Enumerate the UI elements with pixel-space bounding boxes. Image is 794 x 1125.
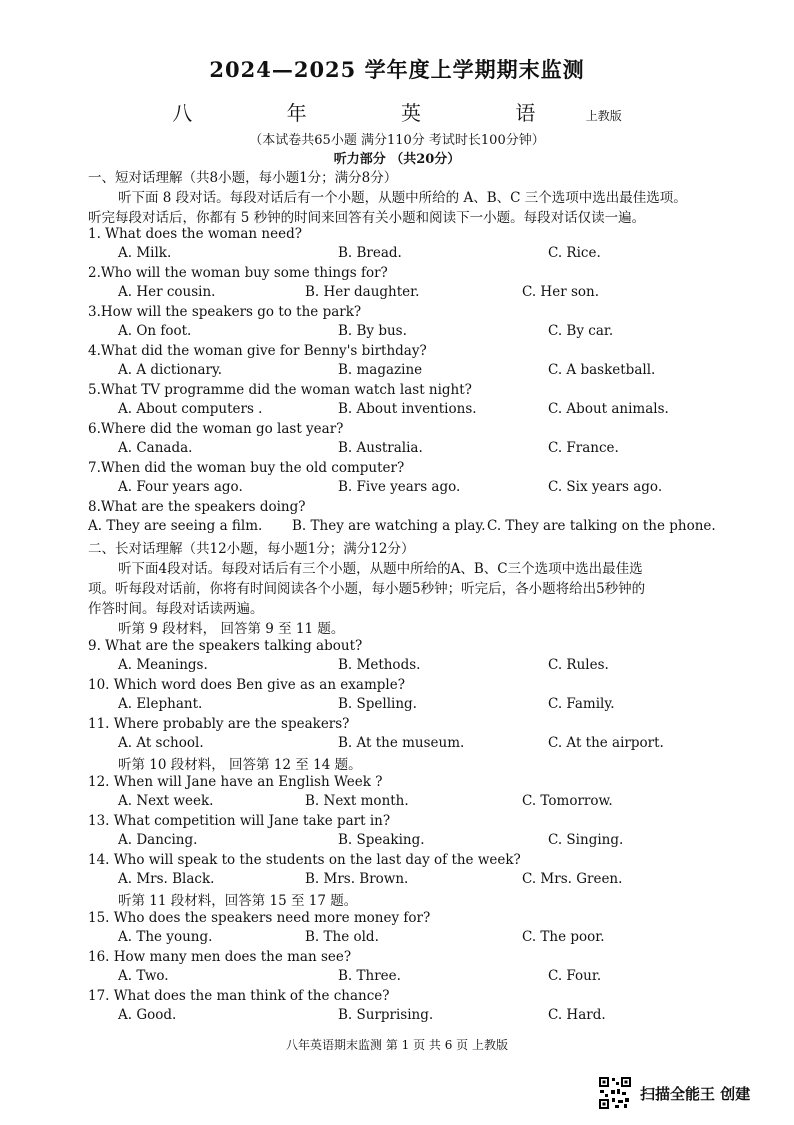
question-text: 3.How will the speakers go to the park? <box>88 304 362 320</box>
option-b: B. Three. <box>338 968 401 984</box>
option-c: C. Tomorrow. <box>522 793 613 809</box>
section2-instruction: 听下面4段对话。每段对话后有三个小题，从题中所给的A、B、C三个选项中选出最佳选 <box>118 561 643 577</box>
option-b: B. Surprising. <box>338 1007 434 1023</box>
material-group-11: 听第 11 段材料，回答第 15 至 17 题。 <box>118 893 358 909</box>
option-b: B. Five years ago. <box>338 479 461 495</box>
section1-instruction: 听完每段对话后，你都有 5 秒钟的时间来回答有关小题和阅读下一小题。每段对话仅读一遍。 <box>88 210 646 226</box>
option-b: B. The old. <box>305 929 379 945</box>
question-text: 13. What competition will Jane take part in? <box>88 813 391 829</box>
option-a: A. At school. <box>118 735 204 751</box>
exam-title: 2024—2025 学年度上学期期末监测 <box>209 57 585 82</box>
question-text: 8.What are the speakers doing? <box>88 499 306 515</box>
option-b: B. Australia. <box>338 440 423 456</box>
option-b: B. At the museum. <box>338 735 465 751</box>
option-a: A. Meanings. <box>118 657 208 673</box>
option-a: A. Good. <box>118 1007 177 1023</box>
option-c: C. France. <box>548 440 619 456</box>
option-a: A. Two. <box>118 968 169 984</box>
question-text: 1. What does the woman need? <box>88 226 302 242</box>
option-c: C. Her son. <box>522 284 599 300</box>
option-a: A. Canada. <box>118 440 193 456</box>
option-c: C. Mrs. Green. <box>522 871 623 887</box>
option-b: B. Speaking. <box>338 832 425 848</box>
option-b: B. By bus. <box>338 323 407 339</box>
option-a: A. Mrs. Black. <box>118 871 215 887</box>
question-text: 6.Where did the woman go last year? <box>88 421 344 437</box>
option-c: C. At the airport. <box>548 735 664 751</box>
option-c: C. Rules. <box>548 657 609 673</box>
textbook-version: 上教版 <box>585 109 622 123</box>
option-c: C. Singing. <box>548 832 624 848</box>
scanner-watermark: 扫描全能王 创建 <box>640 1085 751 1103</box>
section1-heading: 一、短对话理解（共8小题，每小题1分；满分8分） <box>88 170 398 186</box>
question-text: 9. What are the speakers talking about? <box>88 638 363 654</box>
option-b: B. Next month. <box>305 793 409 809</box>
option-b: B. Bread. <box>338 245 402 261</box>
option-b: B. About inventions. <box>338 401 477 417</box>
page-footer: 八年英语期末监测 第 1 页 共 6 页 上教版 <box>286 1038 508 1052</box>
material-group-10: 听第 10 段材料， 回答第 12 至 14 题。 <box>118 757 362 773</box>
option-a: A. About computers . <box>118 401 263 417</box>
section2-heading: 二、长对话理解（共12小题，每小题1分；满分12分） <box>88 541 415 557</box>
question-text: 4.What did the woman give for Benny's birthday? <box>88 343 427 359</box>
question-text: 17. What does the man think of the chance? <box>88 988 390 1004</box>
option-c: C. By car. <box>548 323 614 339</box>
option-a: A. They are seeing a film. <box>88 518 263 534</box>
question-text: 16. How many men does the man see? <box>88 949 352 965</box>
option-b: B. Methods. <box>338 657 421 673</box>
option-a: A. A dictionary. <box>118 362 223 378</box>
question-text: 11. Where probably are the speakers? <box>88 716 350 732</box>
question-text: 2.Who will the woman buy some things for? <box>88 265 388 281</box>
part-heading: 听力部分 （共20分） <box>333 152 461 167</box>
subject-name: 八 年 英 语 <box>172 101 580 125</box>
option-c: C. The poor. <box>522 929 605 945</box>
question-text: 14. Who will speak to the students on the last day of the week? <box>88 852 521 868</box>
qr-code-icon <box>598 1076 632 1110</box>
option-a: A. Milk. <box>118 245 172 261</box>
option-a: A. Elephant. <box>118 696 203 712</box>
exam-subject <box>0 97 794 126</box>
option-b: B. magazine <box>338 362 423 378</box>
question-text: 7.When did the woman buy the old computer? <box>88 460 405 476</box>
option-b: B. They are watching a play. <box>292 518 486 534</box>
material-group-9: 听第 9 段材料， 回答第 9 至 11 题。 <box>118 621 345 637</box>
option-c: C. Six years ago. <box>548 479 663 495</box>
option-a: A. On foot. <box>118 323 192 339</box>
option-a: A. Her cousin. <box>118 284 216 300</box>
option-c: C. Hard. <box>548 1007 606 1023</box>
option-c: C. A basketball. <box>548 362 656 378</box>
question-text: 15. Who does the speakers need more money for? <box>88 910 431 926</box>
option-a: A. The young. <box>118 929 213 945</box>
section1-instruction: 听下面 8 段对话。每段对话后有一个小题，从题中所给的 A、B、C 三个选项中选出最佳选项。 <box>118 190 687 206</box>
exam-info: （本试卷共65小题 满分110分 考试时长100分钟） <box>249 133 545 148</box>
question-text: 12. When will Jane have an English Week ? <box>88 774 383 790</box>
section2-instruction: 作答时间。每段对话读两遍。 <box>88 601 264 617</box>
option-a: A. Four years ago. <box>118 479 243 495</box>
option-a: A. Next week. <box>118 793 214 809</box>
option-b: B. Her daughter. <box>305 284 420 300</box>
option-c: C. Family. <box>548 696 615 712</box>
option-c: C. Four. <box>548 968 602 984</box>
option-b: B. Spelling. <box>338 696 417 712</box>
option-c: C. About animals. <box>548 401 669 417</box>
question-text: 10. Which word does Ben give as an example? <box>88 677 405 693</box>
option-c: C. They are talking on the phone. <box>487 518 716 534</box>
option-a: A. Dancing. <box>118 832 198 848</box>
option-b: B. Mrs. Brown. <box>305 871 409 887</box>
option-c: C. Rice. <box>548 245 601 261</box>
question-text: 5.What TV programme did the woman watch last night? <box>88 382 472 398</box>
section2-instruction: 项。听每段对话前，你将有时间阅读各个小题，每小题5秒钟；听完后，各小题将给出5秒钟的 <box>88 581 646 597</box>
